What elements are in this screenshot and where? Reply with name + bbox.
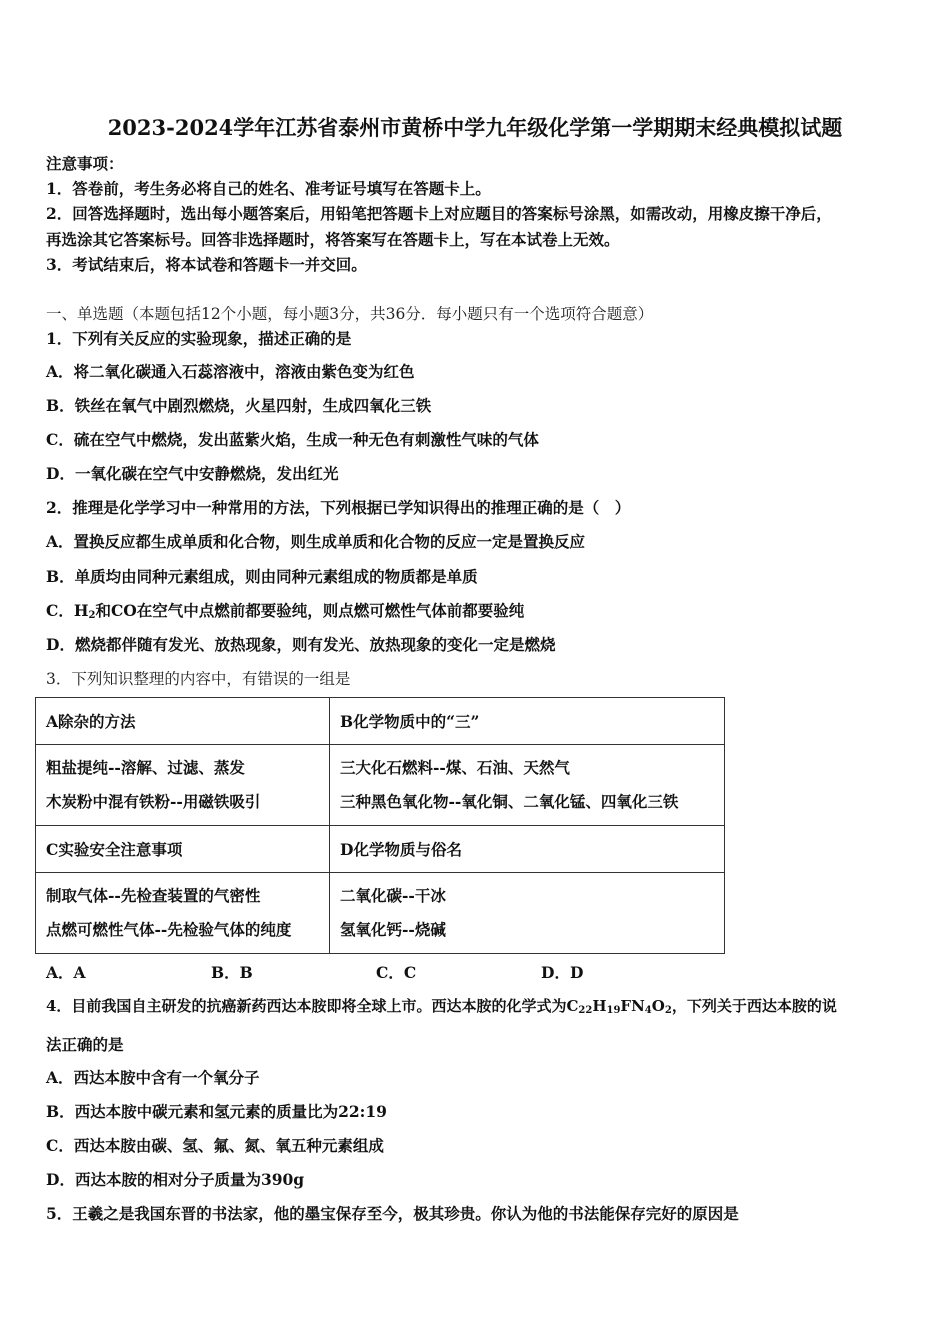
cell-line: 点燃可燃性气体--先检验气体的纯度 <box>46 920 292 939</box>
table-row <box>36 873 725 954</box>
cell-line: 木炭粉中混有铁粉--用磁铁吸引 <box>46 792 261 811</box>
subscript: 22 <box>578 1005 593 1016</box>
subscript: 4 <box>644 1005 652 1016</box>
notice-item: 1．答卷前，考生务必将自己的姓名、准考证号填写在答题卡上。 <box>46 179 491 198</box>
table-row <box>36 745 725 826</box>
subscript: 19 <box>606 1005 621 1016</box>
table-cell: B化学物质中的“三” <box>330 698 725 745</box>
choice: A．A <box>46 963 86 982</box>
option: D．燃烧都伴随有发光、放热现象，则有发光、放热现象的变化一定是燃烧 <box>46 635 556 654</box>
option-text: 和CO在空气中点燃前都要验纯，则点燃可燃性气体前都要验纯 <box>95 601 525 620</box>
formula-part: O <box>651 997 665 1015</box>
cell-line: 氢氧化钙--烧碱 <box>340 920 446 939</box>
notice-heading: 注意事项： <box>46 154 124 173</box>
section-heading: 一、单选题（本题包括12个小题，每小题3分，共36分．每小题只有一个选项符合题意） <box>46 305 654 323</box>
subscript: 2 <box>664 1005 672 1016</box>
cell-line: 粗盐提纯--溶解、过滤、蒸发 <box>46 758 245 777</box>
option: B．西达本胺中碳元素和氢元素的质量比为22:19 <box>46 1102 387 1121</box>
stem-text: 4．目前我国自主研发的抗癌新药西达本胺即将全球上市。西达本胺的化学式为C <box>46 997 579 1015</box>
option: C．西达本胺由碳、氢、氟、氮、氧五种元素组成 <box>46 1136 384 1155</box>
formula-part: H <box>592 997 607 1015</box>
choice: C．C <box>376 963 417 982</box>
option: B．单质均由同种元素组成，则由同种元素组成的物质都是单质 <box>46 567 478 586</box>
notice-item: 再选涂其它答案标号。回答非选择题时，将答案写在答题卡上，写在本试卷上无效。 <box>46 230 620 249</box>
table-cell <box>36 873 330 954</box>
option: D．一氧化碳在空气中安静燃烧，发出红光 <box>46 464 339 483</box>
question-stem: 2．推理是化学学习中一种常用的方法，下列根据已学知识得出的推理正确的是（ ） <box>46 498 631 517</box>
choice: B．B <box>211 963 253 982</box>
option: C．硫在空气中燃烧，发出蓝紫火焰，生成一种无色有刺激性气味的气体 <box>46 430 539 449</box>
subscript: 2 <box>88 610 96 621</box>
table-cell <box>330 873 725 954</box>
table-cell: D化学物质与俗名 <box>330 826 725 873</box>
option: B．铁丝在氧气中剧烈燃烧，火星四射，生成四氧化三铁 <box>46 396 432 415</box>
option: A．置换反应都生成单质和化合物，则生成单质和化合物的反应一定是置换反应 <box>46 532 586 551</box>
option: A．将二氧化碳通入石蕊溶液中，溶液由紫色变为红色 <box>46 362 415 381</box>
option-text: C．H <box>46 601 89 620</box>
option: D．西达本胺的相对分子质量为390g <box>46 1170 305 1189</box>
question-stem-cont: 法正确的是 <box>46 1035 124 1054</box>
page-title: 2023-2024学年江苏省泰州市黄桥中学九年级化学第一学期期末经典模拟试题 <box>107 115 843 140</box>
question-stem: 5．王羲之是我国东晋的书法家，他的墨宝保存至今，极其珍贵。你认为他的书法能保存完好的原因是 <box>46 1204 739 1223</box>
table-cell: C实验安全注意事项 <box>36 826 330 873</box>
notice-item: 3．考试结束后，将本试卷和答题卡一并交回。 <box>46 255 367 274</box>
option: A．西达本胺中含有一个氧分子 <box>46 1068 260 1087</box>
table-cell <box>330 745 725 826</box>
cell-line: 三大化石燃料--煤、石油、天然气 <box>340 758 570 777</box>
stem-text: ，下列关于西达本胺的说 <box>671 997 837 1015</box>
option <box>46 599 524 621</box>
formula-part: FN <box>620 997 645 1015</box>
table-row <box>36 826 725 873</box>
notice-item: 2．回答选择题时，选出每小题答案后，用铅笔把答题卡上对应题目的答案标号涂黑，如需改动，用橡皮擦干净后， <box>46 204 832 223</box>
question-stem: 1．下列有关反应的实验现象，描述正确的是 <box>46 329 352 348</box>
table-cell <box>36 745 330 826</box>
table-cell: A除杂的方法 <box>36 698 330 745</box>
choice: D．D <box>541 963 584 982</box>
question-stem <box>46 995 837 1016</box>
knowledge-table <box>35 697 725 954</box>
cell-line: 二氧化碳--干冰 <box>340 886 446 905</box>
cell-line: 三种黑色氧化物--氧化铜、二氧化锰、四氧化三铁 <box>340 792 679 811</box>
question-stem: 3．下列知识整理的内容中，有错误的一组是 <box>46 670 351 688</box>
cell-line: 制取气体--先检查装置的气密性 <box>46 886 261 905</box>
table-row <box>36 698 725 745</box>
